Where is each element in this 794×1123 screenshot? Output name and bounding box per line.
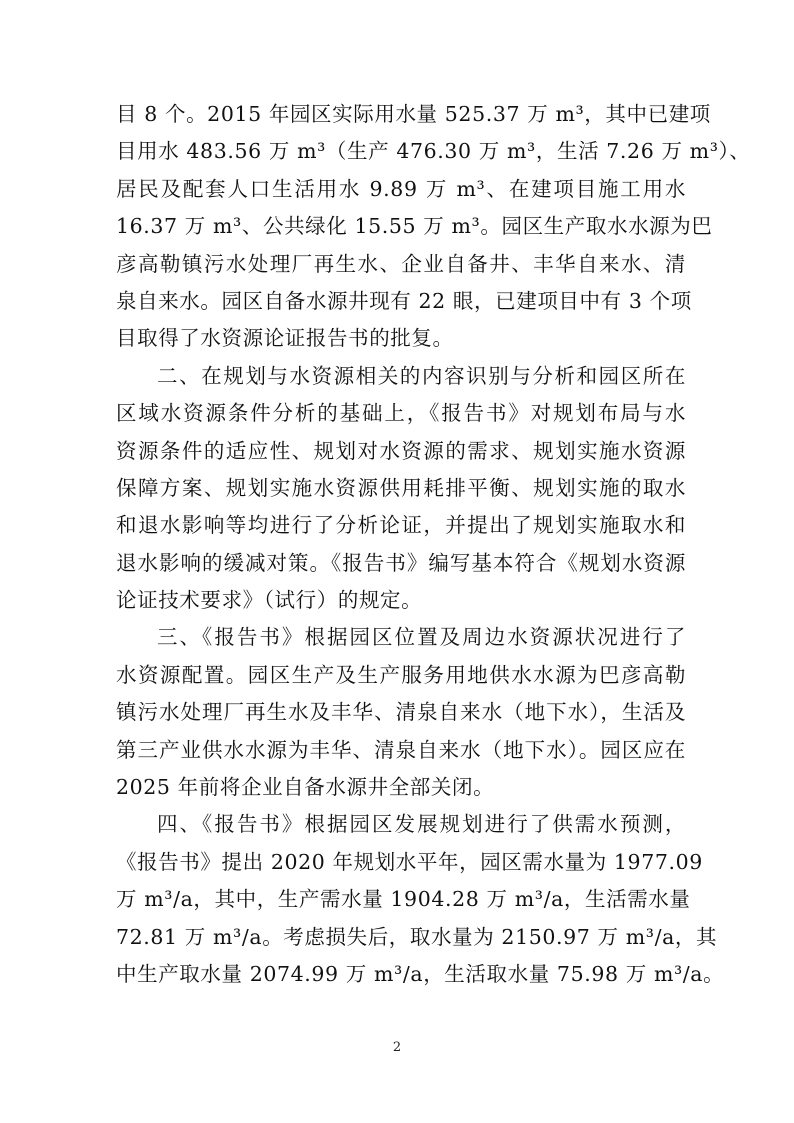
text-line: 彦高勒镇污水处理厂再生水、企业自备井、丰华自来水、清 [116,251,686,276]
text-line: 区域水资源条件分析的基础上，《报告书》对规划布局与水 [116,401,686,426]
document-body [116,96,751,993]
text-line: 论证技术要求》（试行）的规定。 [116,588,423,613]
text-line: 万 m³/a，其中，生产需水量 1904.28 万 m³/a，生活需水量 [116,887,691,912]
text-line: 和退水影响等均进行了分析论证，并提出了规划实施取水和 [116,513,686,538]
paragraph-water-usage-2015 [116,96,751,358]
text-line: 72.81 万 m³/a。考虑损失后，取水量为 2150.97 万 m³/a，其 [116,924,718,949]
text-line: 目取得了水资源论证报告书的批复。 [116,326,454,351]
paragraph-section-two [116,358,686,620]
page-number: 2 [392,1040,402,1055]
text-line: 目 8 个。2015 年园区实际用水量 525.37 万 m³，其中已建项 [116,102,711,126]
text-line: 退水影响的缓减对策。《报告书》编写基本符合《规划水资源 [116,550,686,575]
text-line: 居民及配套人口生活用水 9.89 万 m³、在建项目施工用水 [116,176,686,201]
paragraph-section-four [116,806,725,993]
text-line: 目用水 483.56 万 m³（生产 476.30 万 m³，生活 7.26 万 m³）、 [116,139,751,164]
text-line: 资源条件的适应性、规划对水资源的需求、规划实施水资源 [116,438,686,463]
text-line: 泉自来水。园区自备水源井现有 22 眼，已建项目中有 3 个项 [116,288,692,313]
text-line: 16.37 万 m³、公共绿化 15.55 万 m³。园区生产取水水源为巴 [116,214,713,239]
paragraph-section-three [116,619,686,806]
text-line: 三、《报告书》根据园区位置及周边水资源状况进行了 [157,625,686,650]
text-line: 二、在规划与水资源相关的内容识别与分析和园区所在 [157,363,686,388]
text-line: 水资源配置。园区生产及生产服务用地供水水源为巴彦高勒 [116,662,686,687]
text-line: 保障方案、规划实施水资源供用耗排平衡、规划实施的取水 [116,475,686,500]
text-line: 《报告书》提出 2020 年规划水平年，园区需水量为 1977.09 [116,849,703,874]
text-line: 第三产业供水水源为丰华、清泉自来水（地下水）。园区应在 [116,737,686,762]
text-line: 中生产取水量 2074.99 万 m³/a，生活取水量 75.98 万 m³/a。 [116,961,725,986]
text-line: 四、《报告书》根据园区发展规划进行了供需水预测， [157,812,686,837]
text-line: 镇污水处理厂再生水及丰华、清泉自来水（地下水），生活及 [116,700,686,725]
text-line: 2025 年前将企业自备水源井全部关闭。 [116,775,495,800]
